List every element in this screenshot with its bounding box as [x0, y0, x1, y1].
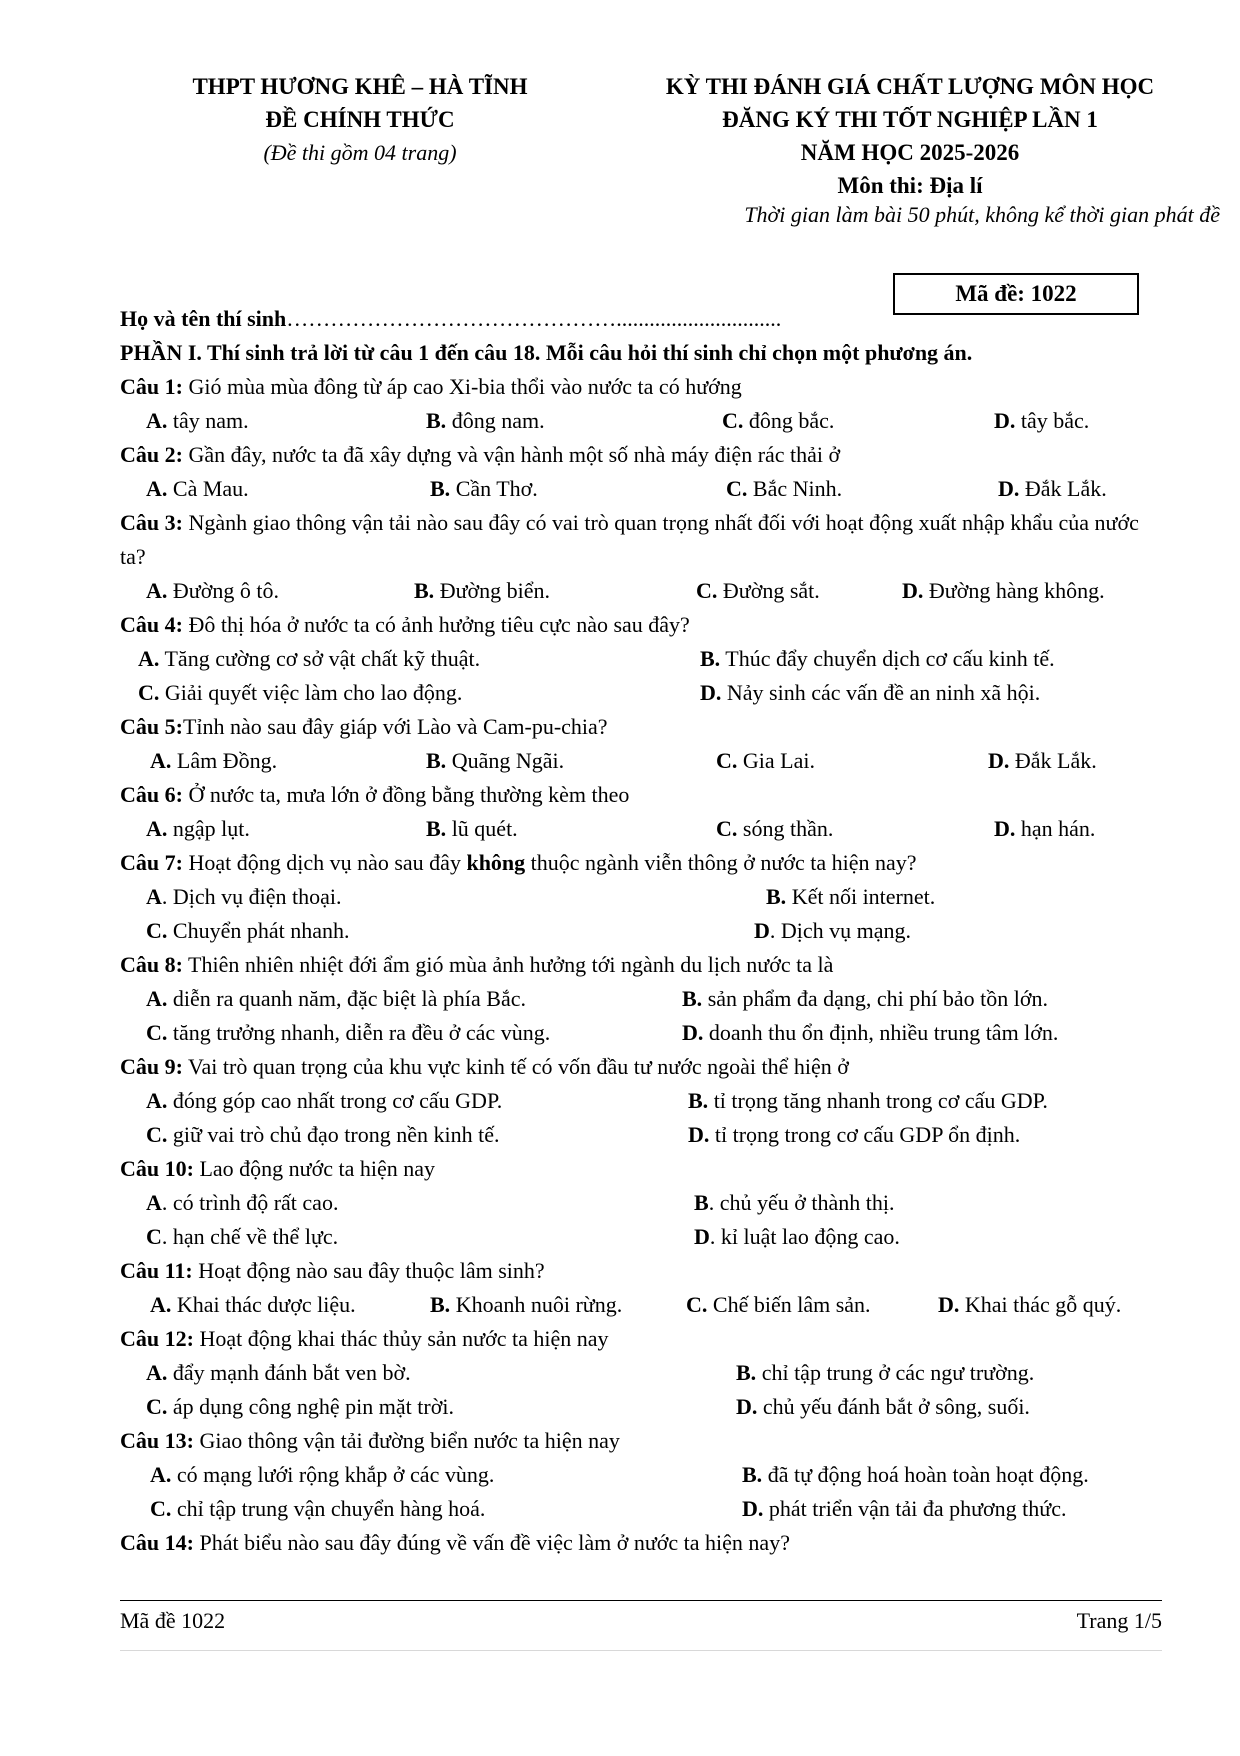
- question-number: Câu 12:: [120, 1326, 194, 1351]
- question-number: Câu 7:: [120, 850, 183, 875]
- options-row: [120, 1118, 1160, 1152]
- exam-code-box: Mã đề: 1022: [893, 273, 1139, 315]
- option-c: C. đông bắc.: [722, 408, 835, 433]
- option-a: A. tây nam.: [146, 408, 249, 433]
- question-text: Tỉnh nào sau đây giáp với Lào và Cam-pu-chia?: [182, 714, 608, 739]
- option-a: A. Tăng cường cơ sở vật chất kỹ thuật.: [138, 646, 481, 671]
- emphasis-not: không: [466, 850, 526, 875]
- option-c: C. tăng trưởng nhanh, diễn ra đều ở các vùng.: [146, 1020, 551, 1045]
- question-9: [120, 1050, 1160, 1084]
- question-text: Đô thị hóa ở nước ta có ảnh hưởng tiêu cực nào sau đây?: [182, 612, 690, 637]
- option-c: C. giữ vai trò chủ đạo trong nền kinh tế.: [146, 1122, 500, 1147]
- candidate-label: Họ và tên thí sinh: [120, 306, 287, 331]
- option-b: B. chỉ tập trung ở các ngư trường.: [736, 1360, 1035, 1385]
- option-d: D. tỉ trọng trong cơ cấu GDP ổn định.: [688, 1122, 1021, 1147]
- options-row: [120, 1220, 1160, 1254]
- options-row: [120, 812, 1160, 846]
- question-10: [120, 1152, 1160, 1186]
- options-row: [120, 1356, 1160, 1390]
- question-text: Phát biểu nào sau đây đúng về vấn đề việc làm ở nước ta hiện nay?: [193, 1530, 790, 1555]
- question-5: [120, 710, 1160, 744]
- question-6: [120, 778, 1160, 812]
- candidate-dots: ………………………………………..............................: [286, 306, 782, 331]
- option-d: D. doanh thu ổn định, nhiều trung tâm lớn.: [682, 1020, 1059, 1045]
- option-c: C. áp dụng công nghệ pin mặt trời.: [146, 1394, 454, 1419]
- question-4: [120, 608, 1160, 642]
- question-text: Lao động nước ta hiện nay: [193, 1156, 435, 1181]
- question-13: [120, 1424, 1160, 1458]
- options-row: [120, 676, 1160, 710]
- question-8: [120, 948, 1160, 982]
- options-row: [120, 642, 1160, 676]
- option-b: B. đông nam.: [426, 408, 545, 433]
- exam-title-2: ĐĂNG KÝ THI TỐT NGHIỆP LẦN 1: [722, 107, 1098, 132]
- option-d: D. Dịch vụ mạng.: [754, 918, 912, 943]
- option-a: A. đẩy mạnh đánh bắt ven bờ.: [146, 1360, 411, 1385]
- option-d: D. phát triển vận tải đa phương thức.: [742, 1496, 1067, 1521]
- options-row: [120, 914, 1160, 948]
- option-b: B. Quãng Ngãi.: [426, 748, 565, 773]
- question-number: Câu 1:: [120, 374, 183, 399]
- question-3: [120, 506, 1160, 574]
- school-year: NĂM HỌC 2025-2026: [800, 140, 1020, 165]
- question-14: [120, 1526, 1160, 1560]
- question-text: Giao thông vận tải đường biển nước ta hiện nay: [193, 1428, 620, 1453]
- option-b: B. chủ yếu ở thành thị.: [694, 1190, 895, 1215]
- option-d: D. Đắk Lắk.: [988, 748, 1097, 773]
- option-c: C. Gia Lai.: [716, 748, 815, 773]
- options-row: [120, 1288, 1160, 1322]
- option-b: B. sản phẩm đa dạng, chi phí bảo tồn lớn.: [682, 986, 1049, 1011]
- option-b: B. lũ quét.: [426, 816, 518, 841]
- question-text: Gần đây, nước ta đã xây dựng và vận hành một số nhà máy điện rác thải ở: [182, 442, 841, 467]
- question-text: Gió mùa mùa đông từ áp cao Xi-bia thổi vào nước ta có hướng: [182, 374, 742, 399]
- option-c: C. Bắc Ninh.: [726, 476, 843, 501]
- option-c: C. Chuyển phát nhanh.: [146, 918, 350, 943]
- option-b: B. tỉ trọng tăng nhanh trong cơ cấu GDP.: [688, 1088, 1048, 1113]
- question-number: Câu 8:: [120, 952, 183, 977]
- header-right: [620, 70, 1200, 202]
- option-d: D. chủ yếu đánh bắt ở sông, suối.: [736, 1394, 1030, 1419]
- subject: Môn thi: Địa lí: [837, 173, 983, 198]
- option-c: C. sóng thần.: [716, 816, 834, 841]
- question-2: [120, 438, 1160, 472]
- question-number: Câu 10:: [120, 1156, 194, 1181]
- option-c: C. Chế biến lâm sản.: [686, 1292, 871, 1317]
- options-row: [120, 982, 1160, 1016]
- option-a: A. Đường ô tô.: [146, 578, 279, 603]
- pages-note: (Đề thi gồm 04 trang): [263, 140, 457, 165]
- question-number: Câu 14:: [120, 1530, 194, 1555]
- school-name: THPT HƯƠNG KHÊ – HÀ TĨNH: [192, 74, 528, 99]
- question-1: [120, 370, 1160, 404]
- option-c: C. Đường sắt.: [696, 578, 820, 603]
- options-row: [120, 1390, 1160, 1424]
- footer-bottom-rule: [120, 1650, 1162, 1651]
- question-text: Thiên nhiên nhiệt đới ẩm gió mùa ảnh hưởng tới ngành du lịch nước ta là: [182, 952, 834, 977]
- question-text: Hoạt động dịch vụ nào sau đây: [182, 850, 467, 875]
- option-a: A. Lâm Đồng.: [150, 748, 278, 773]
- option-c: C. chỉ tập trung vận chuyển hàng hoá.: [150, 1496, 486, 1521]
- part-1-heading: PHẦN I. Thí sinh trả lời từ câu 1 đến câu 18. Mỗi câu hỏi thí sinh chỉ chọn một phương án.: [120, 340, 973, 365]
- option-d: D. Nảy sinh các vấn đề an ninh xã hội.: [700, 680, 1041, 705]
- question-number: Câu 9:: [120, 1054, 183, 1079]
- options-row: [120, 1186, 1160, 1220]
- question-number: Câu 2:: [120, 442, 183, 467]
- options-row: [120, 472, 1160, 506]
- option-d: D. tây bắc.: [994, 408, 1090, 433]
- question-number: Câu 13:: [120, 1428, 194, 1453]
- options-row: [120, 1016, 1160, 1050]
- candidate-name-line: [120, 306, 781, 332]
- question-text: Hoạt động khai thác thủy sản nước ta hiện nay: [193, 1326, 609, 1351]
- question-11: [120, 1254, 1160, 1288]
- question-text: Vai trò quan trọng của khu vực kinh tế có vốn đầu tư nước ngoài thể hiện ở: [182, 1054, 849, 1079]
- footer-exam-code: Mã đề 1022: [120, 1608, 226, 1633]
- options-row: [120, 574, 1160, 608]
- question-number: Câu 6:: [120, 782, 183, 807]
- footer-divider: [120, 1600, 1162, 1601]
- option-a: A. diễn ra quanh năm, đặc biệt là phía Bắc.: [146, 986, 526, 1011]
- option-b: B. Thúc đẩy chuyển dịch cơ cấu kinh tế.: [700, 646, 1055, 671]
- option-b: B. Cần Thơ.: [430, 476, 538, 501]
- option-d: D. hạn hán.: [994, 816, 1096, 841]
- option-a: A. Dịch vụ điện thoại.: [146, 884, 342, 909]
- question-12: [120, 1322, 1160, 1356]
- official-label: ĐỀ CHÍNH THỨC: [265, 107, 455, 132]
- option-b: B. đã tự động hoá hoàn toàn hoạt động.: [742, 1462, 1089, 1487]
- question-number: Câu 4:: [120, 612, 183, 637]
- duration-note: Thời gian làm bài 50 phút, không kể thời gian phát đề: [744, 202, 1220, 227]
- question-number: Câu 3:: [120, 510, 183, 535]
- question-text: Hoạt động nào sau đây thuộc lâm sinh?: [192, 1258, 545, 1283]
- question-text-rest: thuộc ngành viễn thông ở nước ta hiện nay?: [525, 850, 917, 875]
- question-text: Ở nước ta, mưa lớn ở đồng bằng thường kèm theo: [182, 782, 630, 807]
- option-b: B. Đường biển.: [414, 578, 551, 603]
- footer-page-number: Trang 1/5: [1076, 1608, 1162, 1633]
- option-a: A. Khai thác dược liệu.: [150, 1292, 356, 1317]
- option-a: A. Cà Mau.: [146, 476, 249, 501]
- options-row: [120, 744, 1160, 778]
- exam-title-1: KỲ THI ĐÁNH GIÁ CHẤT LƯỢNG MÔN HỌC: [665, 74, 1155, 99]
- question-number: Câu 11:: [120, 1258, 193, 1283]
- option-d: D. Đắk Lắk.: [998, 476, 1107, 501]
- option-d: D. Khai thác gỗ quý.: [938, 1292, 1122, 1317]
- option-a: A. có mạng lưới rộng khắp ở các vùng.: [150, 1462, 495, 1487]
- questions-body: [120, 336, 1160, 1560]
- option-d: D. kỉ luật lao động cao.: [694, 1224, 900, 1249]
- option-c: C. hạn chế về thể lực.: [146, 1224, 339, 1249]
- options-row: [120, 1084, 1160, 1118]
- question-text: Ngành giao thông vận tải nào sau đây có vai trò quan trọng nhất đối với hoạt động xuất nhập khẩu của nước ta?: [120, 510, 1139, 569]
- option-a: A. ngập lụt.: [146, 816, 250, 841]
- option-d: D. Đường hàng không.: [902, 578, 1105, 603]
- options-row: [120, 1458, 1160, 1492]
- header-left: [120, 70, 600, 169]
- options-row: [120, 880, 1160, 914]
- option-a: A. có trình độ rất cao.: [146, 1190, 339, 1215]
- option-a: A. đóng góp cao nhất trong cơ cấu GDP.: [146, 1088, 503, 1113]
- question-number: Câu 5:: [120, 714, 183, 739]
- option-c: C. Giải quyết việc làm cho lao động.: [138, 680, 463, 705]
- option-b: B. Kết nối internet.: [766, 884, 936, 909]
- question-7: [120, 846, 1160, 880]
- options-row: [120, 1492, 1160, 1526]
- option-b: B. Khoanh nuôi rừng.: [430, 1292, 623, 1317]
- options-row: [120, 404, 1160, 438]
